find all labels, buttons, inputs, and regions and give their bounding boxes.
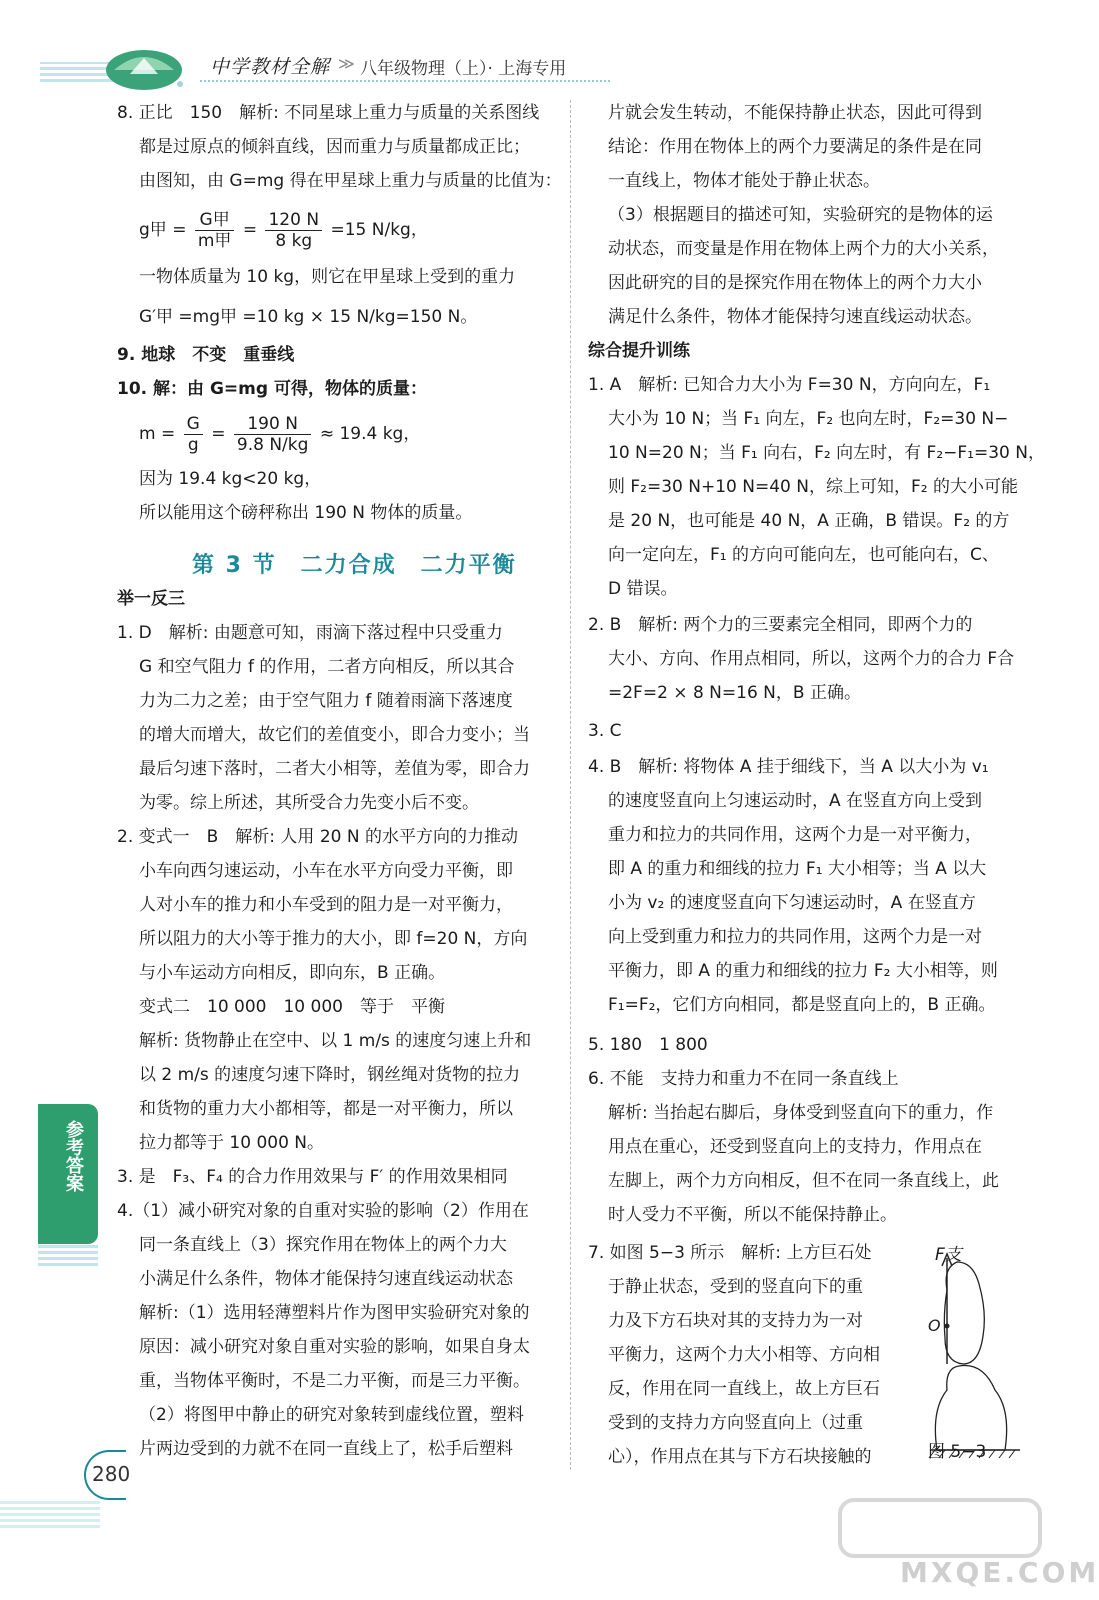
center-of-gravity-label: O bbox=[928, 1316, 941, 1335]
formula-g bbox=[139, 208, 428, 252]
answer-line: 的增大而增大，故它们的差值变小，即合力变小；当 bbox=[139, 725, 530, 745]
fraction bbox=[234, 414, 312, 455]
answer-line: 左脚上，两个力方向相反，但不在同一条直线上，此 bbox=[608, 1171, 999, 1191]
answer-line: 7. 如图 5−3 所示 解析: 上方巨石处 bbox=[588, 1243, 872, 1263]
answer-line: =2F=2 × 8 N=16 N，B 正确。 bbox=[608, 683, 861, 703]
answer-line: 和货物的重力大小都相等，都是一对平衡力，所以 bbox=[139, 1099, 513, 1119]
answer-line: G 和空气阻力 f 的作用，二者方向相反，所以其合 bbox=[139, 657, 515, 677]
answer-line: 为零。综上所述，其所受合力先变小后不变。 bbox=[139, 793, 479, 813]
denominator: g bbox=[187, 434, 199, 455]
answer-line: 3. 是 F₃、F₄ 的合力作用效果与 F′ 的作用效果相同 bbox=[117, 1167, 508, 1187]
answer-line: 1. D 解析: 由题意可知，雨滴下落过程中只受重力 bbox=[117, 623, 503, 643]
answer-line: 2. B 解析: 两个力的三要素完全相同，即两个力的 bbox=[588, 615, 973, 635]
answer-line: 平衡力，即 A 的重力和细线的拉力 F₂ 大小相等，则 bbox=[608, 961, 998, 981]
side-tab-label: 参考答案 bbox=[63, 1120, 84, 1192]
answer-line: 9. 地球 不变 重垂线 bbox=[117, 345, 295, 365]
answer-line: 因为 19.4 kg<20 kg， bbox=[139, 469, 322, 489]
answer-line: 即 A 的重力和细线的拉力 F₁ 大小相等；当 A 以大 bbox=[608, 859, 987, 879]
answer-line: 10. 解：由 G=mg 可得，物体的质量： bbox=[117, 379, 427, 399]
answer-line: 解析: 当抬起右脚后，身体受到竖直向下的重力，作 bbox=[608, 1103, 994, 1123]
answer-line: 原因：减小研究对象自重对实验的影响，如果自身太 bbox=[139, 1337, 530, 1357]
answer-line: 大小、方向、作用点相同，所以，这两个力的合力 F合 bbox=[608, 649, 1015, 669]
book-subtitle: 八年级物理（上）· 上海专用 bbox=[360, 59, 567, 79]
book-title: 中学教材全解 bbox=[210, 56, 331, 78]
footer-stripes bbox=[0, 1500, 100, 1528]
answer-line: 由图知，由 G=mg 得在甲星球上重力与质量的比值为： bbox=[139, 171, 562, 191]
answer-line: 解析:（1）选用轻薄塑料片作为图甲实验研究对象的 bbox=[139, 1303, 530, 1323]
numerator: G甲 bbox=[195, 210, 235, 231]
answer-line: 拉力都等于 10 000 N。 bbox=[139, 1133, 325, 1153]
answer-line: 变式二 10 000 10 000 等于 平衡 bbox=[139, 997, 445, 1017]
answer-line: 4.（1）减小研究对象的自重对实验的影响（2）作用在 bbox=[117, 1201, 529, 1221]
denominator: m甲 bbox=[197, 230, 232, 251]
answer-line: 向上受到重力和拉力的共同作用，这两个力是一对 bbox=[608, 927, 982, 947]
answer-line: 最后匀速下落时，二者大小相等，差值为零，即合力 bbox=[139, 759, 530, 779]
answer-line: 同一条直线上（3）探究作用在物体上的两个力大 bbox=[139, 1235, 507, 1255]
answer-line: 向一定向左，F₁ 的方向可能向左，也可能向右，C、 bbox=[608, 545, 999, 565]
answer-line: （3）根据题目的描述可知，实验研究的是物体的运 bbox=[608, 205, 993, 225]
answer-line: 时人受力不平衡，所以不能保持静止。 bbox=[608, 1205, 897, 1225]
answer-line: 平衡力，这两个力大小相等、方向相 bbox=[608, 1345, 880, 1365]
book-logo-icon bbox=[100, 40, 188, 92]
answer-line: 小为 v₂ 的速度竖直向下匀速运动时，A 在竖直方 bbox=[608, 893, 976, 913]
page-number: 280 bbox=[92, 1462, 131, 1486]
answer-line: 都是过原点的倾斜直线，因而重力与质量都成正比； bbox=[139, 137, 530, 157]
answer-line: （2）将图甲中静止的研究对象转到虚线位置，塑料 bbox=[139, 1405, 524, 1425]
denominator: 8 kg bbox=[275, 230, 313, 251]
answer-line: 结论：作用在物体上的两个力要满足的条件是在同 bbox=[608, 137, 982, 157]
answer-line: 片两边受到的力就不在同一直线上了，松手后塑料 bbox=[139, 1439, 513, 1459]
answer-line: 用点在重心，还受到竖直向上的支持力，作用点在 bbox=[608, 1137, 982, 1157]
answer-line: 与小车运动方向相反，即向东，B 正确。 bbox=[139, 963, 446, 983]
answer-line: 6. 不能 支持力和重力不在同一条直线上 bbox=[588, 1069, 899, 1089]
figure-caption: 图 5−3 bbox=[928, 1442, 987, 1462]
answer-line: 因此研究的目的是探究作用在物体上的两个力大小 bbox=[608, 273, 982, 293]
support-force-label: F支 bbox=[935, 1245, 962, 1265]
answer-line: 解析: 货物静止在空中、以 1 m/s 的速度匀速上升和 bbox=[139, 1031, 532, 1051]
answer-line: D 错误。 bbox=[608, 579, 678, 599]
answer-line: 1. A 解析: 已知合力大小为 F=30 N，方向向左，F₁ bbox=[588, 375, 991, 395]
answer-line: 大小为 10 N；当 F₁ 向左，F₂ 也向左时，F₂=30 N− bbox=[608, 409, 1009, 429]
answer-line: 一物体质量为 10 kg，则它在甲星球上受到的重力 bbox=[139, 267, 516, 287]
answer-line: 反，作用在同一直线上，故上方巨石 bbox=[608, 1379, 880, 1399]
answer-line: 所以能用这个磅秤称出 190 N 物体的质量。 bbox=[139, 503, 473, 523]
answer-line: 人对小车的推力和小车受到的阻力是一对平衡力， bbox=[139, 895, 513, 915]
answer-line: G′甲 =mg甲 =10 kg × 15 N/kg=150 N。 bbox=[139, 307, 478, 327]
answer-line: 小满足什么条件，物体才能保持匀速直线运动状态 bbox=[139, 1269, 513, 1289]
equals: = bbox=[242, 220, 258, 240]
answer-line: 受到的支持力方向竖直向上（过重 bbox=[608, 1413, 863, 1433]
side-stripes bbox=[38, 1244, 98, 1266]
answer-line: 的速度竖直向上匀速运动时，A 在竖直方向上受到 bbox=[608, 791, 983, 811]
fraction bbox=[184, 414, 203, 455]
rock-balance-figure bbox=[925, 1240, 1025, 1470]
reference-answer-tab bbox=[38, 1104, 98, 1244]
equals: = bbox=[211, 424, 226, 444]
answer-line: 3. C bbox=[588, 721, 622, 741]
watermark-text: MXQE.COM bbox=[900, 1556, 1099, 1589]
header-rule bbox=[200, 80, 610, 82]
numerator: G bbox=[184, 414, 203, 435]
formula-rhs: =15 N/kg， bbox=[330, 220, 428, 240]
answer-line: F₁=F₂，它们方向相同，都是竖直向上的，B 正确。 bbox=[608, 995, 996, 1015]
answer-line: 8. 正比 150 解析: 不同星球上重力与质量的关系图线 bbox=[117, 103, 540, 123]
fraction bbox=[195, 210, 235, 251]
numerator: 120 N bbox=[265, 210, 322, 231]
answer-line: 则 F₂=30 N+10 N=40 N，综上可知，F₂ 的大小可能 bbox=[608, 477, 1018, 497]
answer-line: 小车向西匀速运动，小车在水平方向受力平衡，即 bbox=[139, 861, 513, 881]
answer-line: 心），作用点在其与下方石块接触的 bbox=[608, 1447, 872, 1467]
answer-line: 片就会发生转动，不能保持静止状态，因此可得到 bbox=[608, 103, 982, 123]
subsection-heading: 综合提升训练 bbox=[588, 341, 690, 361]
column-divider bbox=[570, 100, 571, 1470]
answer-line: 所以阻力的大小等于推力的大小，即 f=20 N，方向 bbox=[139, 929, 528, 949]
denominator: 9.8 N/kg bbox=[236, 434, 309, 455]
answer-line: 5. 180 1 800 bbox=[588, 1035, 708, 1055]
answer-line: 4. B 解析: 将物体 A 挂于细线下，当 A 以大小为 v₁ bbox=[588, 757, 989, 777]
answer-line: 10 N=20 N；当 F₁ 向右，F₂ 向左时，有 F₂−F₁=30 N， bbox=[608, 443, 1045, 463]
header-separator: ≫ bbox=[338, 54, 355, 73]
formula-rhs: ≈ 19.4 kg， bbox=[319, 424, 421, 444]
subsection-heading: 举一反三 bbox=[117, 589, 185, 609]
formula-lhs: m = bbox=[139, 424, 176, 444]
page-header bbox=[0, 0, 1075, 100]
answer-line: 重力和拉力的共同作用，这两个力是一对平衡力， bbox=[608, 825, 982, 845]
section-title: 第 3 节 二力合成 二力平衡 bbox=[192, 553, 517, 578]
answer-line: 力为二力之差；由于空气阻力 f 随着雨滴下落速度 bbox=[139, 691, 513, 711]
answer-line: 2. 变式一 B 解析: 人用 20 N 的水平方向的力推动 bbox=[117, 827, 518, 847]
fraction bbox=[265, 210, 322, 251]
answer-line: 是 20 N，也可能是 40 N，A 正确，B 错误。F₂ 的方 bbox=[608, 511, 1010, 531]
answer-line: 满足什么条件，物体才能保持匀速直线运动状态。 bbox=[608, 307, 982, 327]
answer-line: 重，当物体平衡时，不是二力平衡，而是三力平衡。 bbox=[139, 1371, 530, 1391]
answer-line: 于静止状态，受到的竖直向下的重 bbox=[608, 1277, 863, 1297]
answer-line: 一直线上，物体才能处于静止状态。 bbox=[608, 171, 880, 191]
answer-line: 以 2 m/s 的速度匀速下降时，钢丝绳对货物的拉力 bbox=[139, 1065, 521, 1085]
formula-m bbox=[139, 412, 420, 456]
numerator: 190 N bbox=[234, 414, 312, 435]
formula-lhs: g甲 = bbox=[139, 220, 187, 240]
answer-line: 力及下方石块对其的支持力为一对 bbox=[608, 1311, 863, 1331]
answer-line: 动状态，而变量是作用在物体上两个力的大小关系， bbox=[608, 239, 999, 259]
